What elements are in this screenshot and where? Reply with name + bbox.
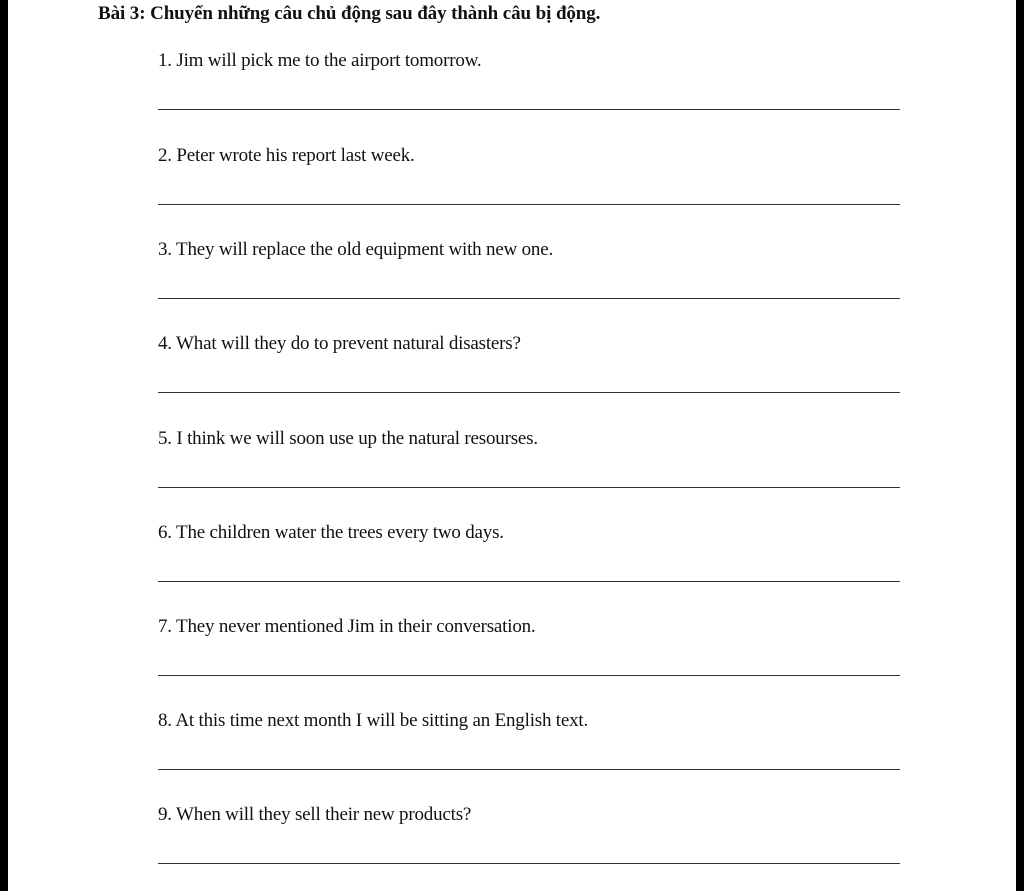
exercise-title: Bài 3: Chuyển những câu chủ động sau đây thành câu bị động. xyxy=(98,3,601,24)
question-text: 5. I think we will soon use up the natural resourses. xyxy=(158,428,538,449)
exercise-item-2 xyxy=(158,145,900,225)
exercise-item-4 xyxy=(158,333,900,413)
answer-line[interactable] xyxy=(158,863,900,864)
exercise-item-6 xyxy=(158,522,900,602)
exercise-item-1 xyxy=(158,50,900,130)
question-text: 6. The children water the trees every two days. xyxy=(158,522,504,543)
question-text: 3. They will replace the old equipment with new one. xyxy=(158,239,554,260)
exercise-item-7 xyxy=(158,616,900,696)
question-text: 8. At this time next month I will be sitting an English text. xyxy=(158,710,589,731)
question-text: 1. Jim will pick me to the airport tomorrow. xyxy=(158,50,482,71)
answer-line[interactable] xyxy=(158,581,900,582)
answer-line[interactable] xyxy=(158,109,900,110)
question-text: 9. When will they sell their new products? xyxy=(158,804,472,825)
exercise-item-8 xyxy=(158,710,900,790)
exercise-item-9 xyxy=(158,804,900,884)
answer-line[interactable] xyxy=(158,769,900,770)
worksheet-page xyxy=(8,0,1016,891)
answer-line[interactable] xyxy=(158,204,900,205)
answer-line[interactable] xyxy=(158,392,900,393)
question-text: 4. What will they do to prevent natural disasters? xyxy=(158,333,521,354)
answer-line[interactable] xyxy=(158,675,900,676)
exercise-item-3 xyxy=(158,239,900,319)
answer-line[interactable] xyxy=(158,298,900,299)
question-text: 2. Peter wrote his report last week. xyxy=(158,145,415,166)
exercise-item-5 xyxy=(158,428,900,508)
question-text: 7. They never mentioned Jim in their conversation. xyxy=(158,616,536,637)
answer-line[interactable] xyxy=(158,487,900,488)
